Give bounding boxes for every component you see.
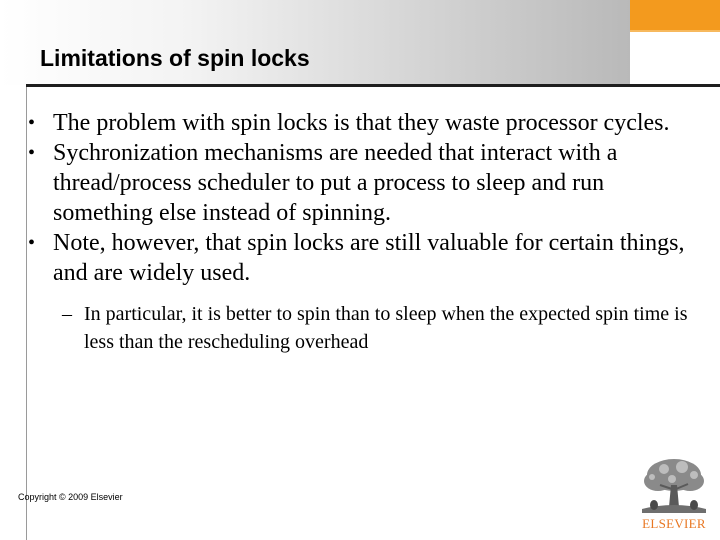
sub-bullet-marker: – (62, 303, 72, 325)
bullet-marker: • (28, 142, 36, 164)
bullet-marker: • (28, 112, 36, 134)
bullet-text: Note, however, that spin locks are still valuable for certain things, and are widely used. (53, 230, 685, 286)
elsevier-tree-logo-icon (638, 455, 710, 515)
bullet-marker: • (28, 232, 36, 254)
bullet-item (0, 228, 720, 288)
elsevier-logo (638, 455, 710, 537)
sub-bullet-item (0, 300, 720, 356)
slide-body (0, 108, 720, 356)
elsevier-wordmark: ELSEVIER (642, 516, 706, 531)
bullet-text: Sychronization mechanisms are needed that interact with a thread/process scheduler to put a process to sleep and run something else instead of spinning. (53, 140, 618, 226)
accent-block (630, 0, 720, 30)
bullet-item (0, 108, 720, 138)
bullet-text: The problem with spin locks is that they waste processor cycles. (53, 110, 670, 136)
sub-bullet-text: In particular, it is better to spin than to sleep when the expected spin time is less than the rescheduling overhead (84, 303, 688, 353)
slide-title: Limitations of spin locks (40, 45, 310, 71)
bullet-item (0, 138, 720, 228)
accent-block-edge (630, 30, 720, 32)
title-bar (0, 0, 630, 85)
copyright-notice: Copyright © 2009 Elsevier (18, 492, 123, 502)
title-underline (26, 84, 720, 87)
